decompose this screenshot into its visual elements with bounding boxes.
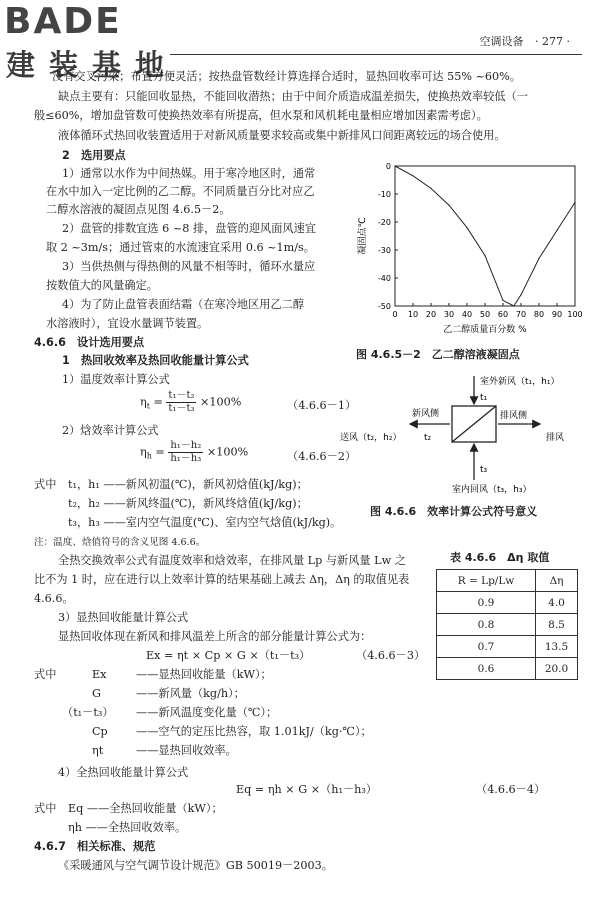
table-row bbox=[437, 614, 578, 636]
body-line: 按数值大的风量确定。 bbox=[46, 279, 158, 292]
symbol: Cp bbox=[92, 725, 108, 738]
logo-wordmark: BADE bbox=[4, 1, 122, 42]
table-header-row bbox=[437, 570, 578, 592]
body-line: 显热回收体现在新风和排风温差上所含的部分能量计算公式为： bbox=[58, 630, 372, 643]
data-point bbox=[394, 165, 395, 166]
formula-title: 1）温度效率计算公式 bbox=[62, 373, 170, 386]
exhaust-label: 排风 bbox=[546, 433, 565, 443]
body-line: 3）当供热侧与得热侧的风量不相等时，循环水量应 bbox=[62, 260, 316, 273]
x-tick-label: 40 bbox=[461, 310, 473, 319]
note: 注：温度、焓值符号的含义见图 4.6.6。 bbox=[34, 537, 206, 548]
x-tick-label: 30 bbox=[443, 310, 455, 319]
logo-subtitle: 建装基地 bbox=[6, 48, 179, 82]
table-row bbox=[437, 658, 578, 680]
x-tick-label: 10 bbox=[407, 310, 419, 319]
data-point bbox=[502, 300, 503, 301]
definition-line: ——显热回收能量（kW）； bbox=[136, 668, 272, 681]
data-point bbox=[556, 230, 557, 231]
definition-line: t₂，h₂ ——新风终温(℃)，新风终焓值(kJ/kg)； bbox=[68, 497, 308, 510]
x-tick-label: 80 bbox=[533, 310, 545, 319]
table-cell: 0.6 bbox=[437, 658, 536, 680]
formula-number: （4.6.6－2） bbox=[287, 450, 357, 463]
y-tick-label: -40 bbox=[377, 274, 391, 283]
body-line: 比不为 1 时，应在进行以上效率计算的结果基础上减去 Δη，Δη 的取值见表 bbox=[34, 573, 410, 586]
formula-total-heat: Eq = ηh × G ×（h₁－h₃） bbox=[236, 783, 378, 796]
table-cell: 8.5 bbox=[536, 614, 578, 636]
body-line: 2）盘管的排数宜选 6 ~8 排，盘管的迎风面风速宜 bbox=[62, 222, 316, 235]
symbol: （t₁－t₃） bbox=[62, 706, 114, 719]
data-point bbox=[466, 227, 467, 228]
body-line: 全热交换效率公式有温度效率和焓效率，在排风量 Lp 与新风量 Lw 之 bbox=[58, 554, 406, 567]
data-point bbox=[430, 188, 431, 189]
freezing-point-curve bbox=[395, 166, 575, 306]
table-cell: 13.5 bbox=[536, 636, 578, 658]
table-row bbox=[437, 592, 578, 614]
body-line: 4）为了防止盘管表面结霜（在寒冷地区用乙二醇 bbox=[62, 298, 305, 311]
page-number: · 277 · bbox=[535, 35, 570, 48]
data-point bbox=[520, 294, 521, 295]
t3-label: t₃ bbox=[480, 465, 488, 475]
table-header-cell: Δη bbox=[536, 570, 578, 592]
header-rule bbox=[170, 54, 582, 55]
definition-line: Eq ——全热回收能量（kW）； bbox=[68, 802, 223, 815]
y-tick-label: 0 bbox=[385, 162, 391, 171]
table-cell: 20.0 bbox=[536, 658, 578, 680]
formula-number: （4.6.6－4） bbox=[476, 783, 546, 796]
y-tick-label: -10 bbox=[377, 190, 391, 199]
definition-line: t₃，h₃ ——室内空气温度(℃)、室内空气焓值(kJ/kg)。 bbox=[68, 516, 342, 529]
table-cell: 0.7 bbox=[437, 636, 536, 658]
formula-title: 2）焓效率计算公式 bbox=[62, 424, 159, 437]
t2-label: t₂ bbox=[424, 433, 432, 443]
chart-caption: 图 4.6.5－2 乙二醇溶液凝固点 bbox=[356, 348, 520, 361]
x-axis-label: 乙二醇质量百分数 % bbox=[443, 325, 527, 335]
formula-title: 4）全热回收能量计算公式 bbox=[58, 766, 189, 779]
table-cell: 0.8 bbox=[437, 614, 536, 636]
definition-line: ηh ——全热回收效率。 bbox=[68, 821, 187, 834]
data-point bbox=[538, 258, 539, 259]
where-label: 式中 bbox=[34, 802, 57, 815]
data-point bbox=[448, 205, 449, 206]
body-line: 般≤60%，增加盘管数可使换热效率有所提高，但水泵和风机耗电量相应增加因素需考虑）。 bbox=[34, 109, 488, 122]
y-tick-label: -20 bbox=[377, 218, 391, 227]
x-tick-label: 0 bbox=[392, 310, 398, 319]
freezing-point-chart bbox=[350, 156, 590, 356]
symbol: ηt bbox=[92, 744, 104, 757]
table-header-cell: R = Lp/Lw bbox=[437, 570, 536, 592]
symbol: Ex bbox=[92, 668, 107, 681]
outdoor-new-label: 室外新风（t₁，h₁） bbox=[480, 377, 560, 387]
body-line: 取 2 ~3m/s；通过管束的水流速宜采用 0.6 ~1m/s。 bbox=[46, 241, 315, 254]
symbol: G bbox=[92, 687, 101, 700]
definition-line: ——空气的定压比热容，取 1.01kJ/（kg·℃）； bbox=[136, 725, 372, 738]
data-point bbox=[484, 255, 485, 256]
body-line: 水溶液时），宜设水量调节装置。 bbox=[46, 317, 209, 330]
table-row bbox=[437, 636, 578, 658]
data-point bbox=[574, 202, 575, 203]
x-tick-label: 20 bbox=[425, 310, 437, 319]
running-header bbox=[480, 33, 570, 49]
y-tick-label: -30 bbox=[377, 246, 391, 255]
data-point bbox=[412, 175, 413, 176]
exhaust-side-label: 排风侧 bbox=[500, 411, 528, 421]
formula-number: （4.6.6－1） bbox=[287, 399, 357, 412]
subsection-title: 1 热回收效率及热回收能量计算公式 bbox=[62, 354, 249, 367]
formula-number: （4.6.6－3） bbox=[356, 649, 426, 662]
x-tick-label: 50 bbox=[479, 310, 491, 319]
definition-line: t₁，h₁ ——新风初温(℃)，新风初焓值(kJ/kg)； bbox=[68, 478, 308, 491]
body-line: 在水中加入一定比例的乙二醇。不同质量百分比对应乙 bbox=[46, 185, 315, 198]
x-tick-label: 90 bbox=[551, 310, 563, 319]
definition-line: ——新风量（kg/h）； bbox=[136, 687, 245, 700]
data-point bbox=[513, 305, 514, 306]
definition-line: ——新风温度变化量（℃）； bbox=[136, 706, 278, 719]
delta-eta-table bbox=[436, 569, 578, 680]
y-tick-label: -50 bbox=[377, 302, 391, 311]
diagram-caption: 图 4.6.6 效率计算公式符号意义 bbox=[370, 505, 538, 518]
where-label: 式中 bbox=[34, 478, 57, 491]
table-title: 表 4.6.6 Δη 取值 bbox=[450, 551, 550, 564]
indoor-return-label: 室内回风（t₃，h₃） bbox=[452, 485, 532, 495]
body-line: 液体循环式热回收装置适用于对新风质量要求较高或集中新排风口间距离较远的场合使用。 bbox=[58, 129, 506, 142]
table-cell: 0.9 bbox=[437, 592, 536, 614]
section-heading: 4.6.6 设计选用要点 bbox=[34, 336, 145, 349]
supply-label: 送风（t₂，h₂） bbox=[340, 433, 402, 443]
header-section: 空调设备 bbox=[479, 35, 524, 48]
body-line: 缺点主要有：只能回收显热，不能回收潜热；由于中间介质造成温差损失，使换热效率较低（一 bbox=[58, 90, 528, 103]
definition-line: ——显热回收效率。 bbox=[136, 744, 237, 757]
formula-enthalpy-efficiency: $\eta_h$ = $\frac{\text{h₁－h₂}}{\text{h₁－h₃}}$ ×100% bbox=[140, 440, 249, 464]
section-heading: 4.6.7 相关标准、规范 bbox=[34, 840, 156, 853]
x-tick-label: 60 bbox=[497, 310, 509, 319]
body-line: 二醇水溶液的凝固点见图 4.6.5－2。 bbox=[46, 203, 231, 216]
plot-frame bbox=[395, 166, 575, 306]
y-axis-label: 凝固点℃ bbox=[358, 217, 368, 255]
formula-title: 3）显热回收能量计算公式 bbox=[58, 611, 189, 624]
body-line: 4.6.6。 bbox=[34, 592, 74, 605]
subsection-title: 2 选用要点 bbox=[62, 149, 126, 162]
x-tick-label: 70 bbox=[515, 310, 527, 319]
standard-reference: 《采暖通风与空气调节设计规范》GB 50019－2003。 bbox=[58, 859, 333, 872]
x-tick-label: 100 bbox=[567, 310, 583, 319]
formula-temperature-efficiency: $\eta_t$ = $\frac{\text{t₁－t₂}}{\text{t₁－t₃}}$ ×100% bbox=[140, 390, 242, 414]
new-side-label: 新风侧 bbox=[412, 409, 440, 419]
body-line: 1）通常以水作为中间热媒。用于寒冷地区时，通常 bbox=[62, 167, 316, 180]
body-line: 没有交叉污染；布置方便灵活；按热盘管数经计算选择合适时，显热回收率可达 55% ~60%。 bbox=[52, 70, 521, 83]
t1-label: t₁ bbox=[480, 393, 488, 403]
where-label: 式中 bbox=[34, 668, 57, 681]
formula-sensible-heat: Ex = ηt × Cp × G ×（t₁－t₃） bbox=[146, 649, 311, 662]
table-cell: 4.0 bbox=[536, 592, 578, 614]
efficiency-symbol-diagram bbox=[340, 368, 595, 498]
